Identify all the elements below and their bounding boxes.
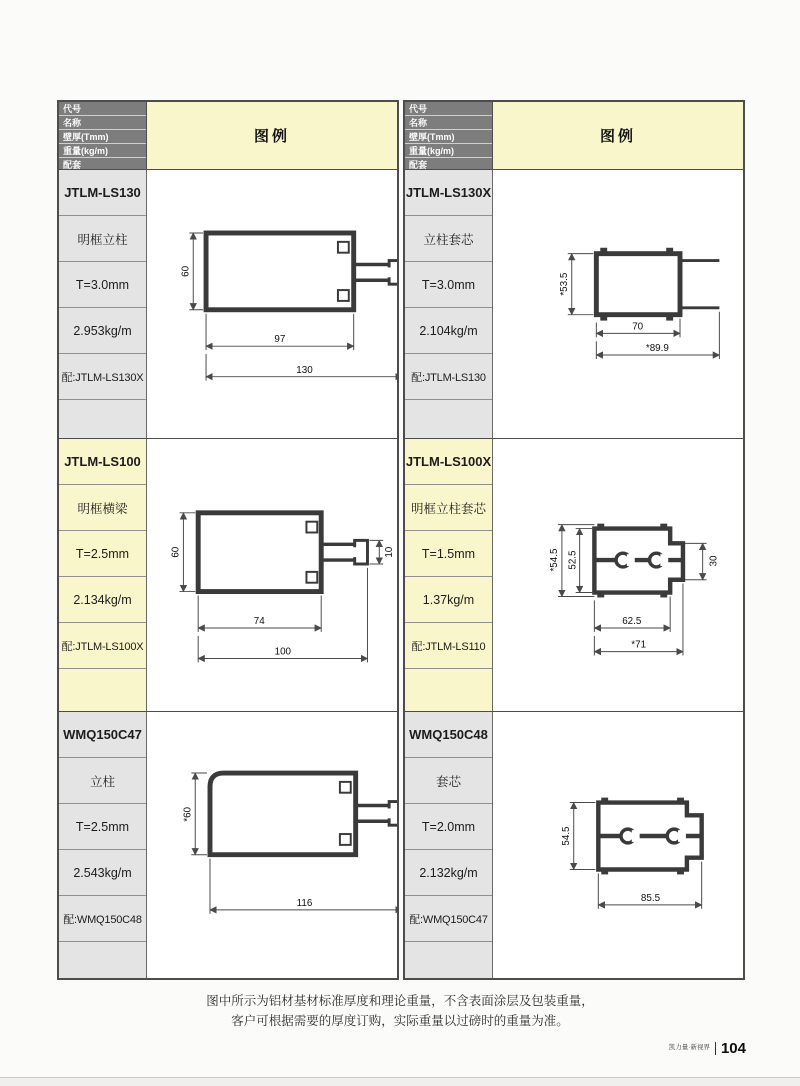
dimension-label-notch-height: 30 xyxy=(708,555,720,567)
dimension-label-height-inner: 52.5 xyxy=(567,550,579,570)
dimension-label-width-total: *71 xyxy=(631,639,647,651)
table-header xyxy=(405,102,743,170)
product-weight: 1.37kg/m xyxy=(405,577,492,623)
product-labels xyxy=(405,439,493,711)
header-field-name: 名称 xyxy=(405,116,492,130)
product-block-wmq150c48 xyxy=(405,712,743,978)
product-block-jtlm-ls100 xyxy=(59,439,397,712)
dimension-label-height: *60 xyxy=(182,806,194,822)
product-code: JTLM-LS100 xyxy=(59,439,146,485)
profile-svg xyxy=(147,170,397,438)
product-pair: 配:JTLM-LS110 xyxy=(405,623,492,669)
footer-divider xyxy=(715,1042,716,1055)
header-field-name: 名称 xyxy=(59,116,146,130)
label-filler xyxy=(59,942,146,978)
dimension-label-height: 60 xyxy=(180,265,192,277)
header-field-code: 代号 xyxy=(59,102,146,116)
product-name: 套芯 xyxy=(405,758,492,804)
product-thickness: T=3.0mm xyxy=(405,262,492,308)
header-field-thickness: 壁厚(Tmm) xyxy=(405,130,492,144)
product-code: JTLM-LS130 xyxy=(59,170,146,216)
dimension-label-width-total: 130 xyxy=(296,364,313,376)
dimension-label-height: 60 xyxy=(170,546,182,558)
product-code: JTLM-LS130X xyxy=(405,170,492,216)
header-field-pair: 配套 xyxy=(63,160,82,170)
product-thickness: T=2.5mm xyxy=(59,531,146,577)
footer-note-line1: 图中所示为铝材基材标准厚度和理论重量，不含表面涂层及包装重量， xyxy=(206,994,594,1008)
product-thickness: T=1.5mm xyxy=(405,531,492,577)
product-thickness: T=2.5mm xyxy=(59,804,146,850)
profile-outline xyxy=(206,233,397,310)
profile-svg xyxy=(493,170,743,438)
product-pair: 配:JTLM-LS130 xyxy=(405,354,492,400)
product-thickness: T=3.0mm xyxy=(59,262,146,308)
dimension-label-width-total: *89.9 xyxy=(645,343,669,355)
legend-header: 图例 xyxy=(493,102,743,169)
header-field-pair: 配套 xyxy=(409,160,428,170)
product-pair: 配:WMQ150C48 xyxy=(59,896,146,942)
label-filler xyxy=(59,400,146,438)
page-number: 104 xyxy=(720,1039,746,1057)
header-field-weight: 重量(kg/m) xyxy=(405,144,492,158)
product-labels xyxy=(59,439,147,711)
dimension-label-width-inner: 74 xyxy=(253,616,265,628)
product-code: WMQ150C47 xyxy=(59,712,146,758)
header-field-thickness: 壁厚(Tmm) xyxy=(59,130,146,144)
profile-outline xyxy=(594,524,683,598)
profile-outline xyxy=(198,513,367,592)
product-weight: 2.132kg/m xyxy=(405,850,492,896)
dimension-label-width-total: 85.5 xyxy=(640,892,661,904)
product-pair: 配:JTLM-LS100X xyxy=(59,623,146,669)
product-labels xyxy=(405,170,493,438)
product-block-wmq150c47 xyxy=(59,712,397,978)
dimension-label-arm-height: 10 xyxy=(384,546,396,558)
product-pair: 配:JTLM-LS130X xyxy=(59,354,146,400)
dimension-label-width-total: 116 xyxy=(296,897,313,909)
product-labels xyxy=(405,712,493,978)
profile-outline xyxy=(596,248,719,321)
product-block-jtlm-ls100x xyxy=(405,439,743,712)
dimension-label-width-inner: 62.5 xyxy=(622,616,642,628)
dimension-label-height: 54.5 xyxy=(560,826,572,846)
product-name: 明框立柱套芯 xyxy=(405,485,492,531)
label-filler xyxy=(405,400,492,438)
dimension-label-height-outer: *54.5 xyxy=(548,548,560,572)
profile-drawing-jtlm-ls130 xyxy=(147,170,397,438)
label-filler xyxy=(59,669,146,711)
product-weight: 2.543kg/m xyxy=(59,850,146,896)
profile-outline xyxy=(598,798,701,875)
profile-svg xyxy=(147,712,397,978)
product-name: 明框立柱 xyxy=(59,216,146,262)
label-filler xyxy=(405,669,492,711)
catalog-tables xyxy=(57,100,745,980)
product-labels xyxy=(59,170,147,438)
table-header xyxy=(59,102,397,170)
product-labels xyxy=(59,712,147,978)
product-weight: 2.953kg/m xyxy=(59,308,146,354)
product-weight: 2.134kg/m xyxy=(59,577,146,623)
product-block-jtlm-ls130x xyxy=(405,170,743,439)
profile-svg xyxy=(493,439,743,711)
product-code: WMQ150C48 xyxy=(405,712,492,758)
brand-slogan: 凯力量·新视界 xyxy=(668,1043,710,1051)
profile-svg xyxy=(147,439,397,711)
profile-outline xyxy=(210,773,397,855)
product-pair: 配:WMQ150C47 xyxy=(405,896,492,942)
dimension-label-width-inner: 70 xyxy=(632,321,644,333)
spec-table-right xyxy=(403,100,745,980)
footer-note xyxy=(0,991,800,1031)
label-filler xyxy=(405,942,492,978)
profile-drawing-wmq150c48 xyxy=(493,712,743,978)
profile-svg xyxy=(493,712,743,978)
product-name: 立柱 xyxy=(59,758,146,804)
product-weight: 2.104kg/m xyxy=(405,308,492,354)
dimension-label-width-inner: 97 xyxy=(274,334,286,346)
profile-drawing-jtlm-ls100 xyxy=(147,439,397,711)
footer-note-line2: 客户可根据需要的厚度订购，实际重量以过磅时的重量为准。 xyxy=(231,1014,569,1028)
header-field-column xyxy=(59,102,147,169)
header-field-code: 代号 xyxy=(405,102,492,116)
header-field-column xyxy=(405,102,493,169)
page-footer xyxy=(669,1040,746,1056)
spec-table-left xyxy=(57,100,399,980)
profile-drawing-jtlm-ls130x xyxy=(493,170,743,438)
dimension-label-height: *53.5 xyxy=(558,272,570,296)
legend-header: 图例 xyxy=(147,102,397,169)
profile-drawing-jtlm-ls100x xyxy=(493,439,743,711)
product-code: JTLM-LS100X xyxy=(405,439,492,485)
product-name: 明框横梁 xyxy=(59,485,146,531)
product-block-jtlm-ls130 xyxy=(59,170,397,439)
profile-drawing-wmq150c47 xyxy=(147,712,397,978)
product-thickness: T=2.0mm xyxy=(405,804,492,850)
dimension-label-width-total: 100 xyxy=(274,646,292,658)
product-name: 立柱套芯 xyxy=(405,216,492,262)
header-field-weight: 重量(kg/m) xyxy=(59,144,146,158)
